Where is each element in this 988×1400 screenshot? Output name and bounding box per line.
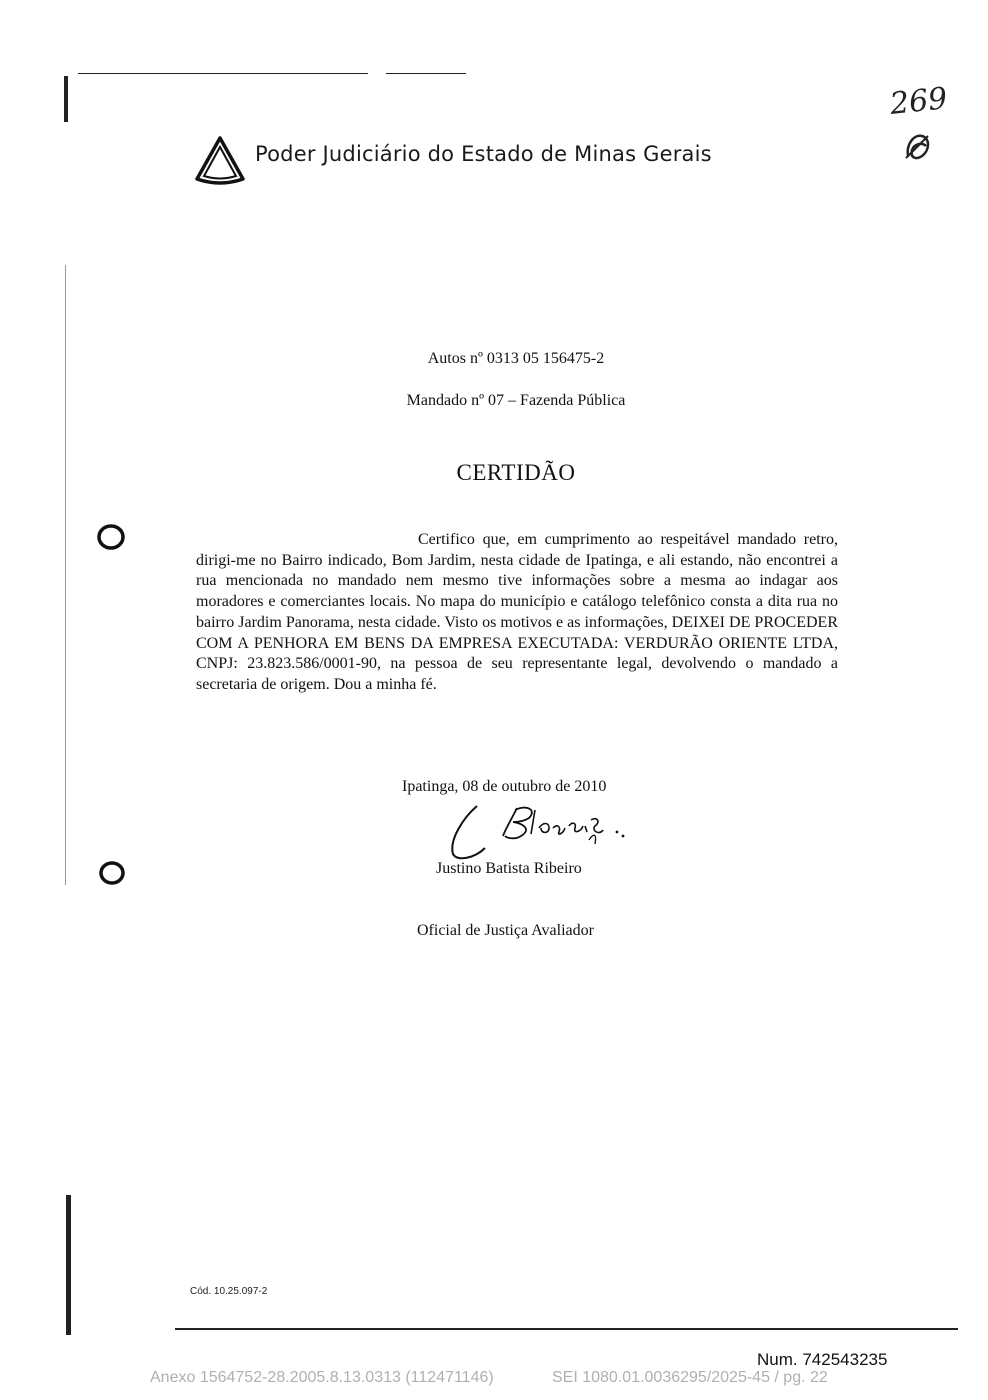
form-code: Cód. 10.25.097-2 [190,1286,268,1297]
annex-reference: Anexo 1564752-28.2005.8.13.0313 (112471146) [150,1369,494,1386]
sei-reference: SEI 1080.01.0036295/2025-45 / pg. 22 [552,1369,828,1386]
handwritten-signature [445,800,635,864]
scan-bottom-rule [175,1328,958,1330]
institution-title: Poder Judiciário do Estado de Minas Gerais [255,142,712,166]
scan-top-rule [386,73,466,74]
place-date: Ipatinga, 08 de outubro de 2010 [402,778,607,795]
warrant-number: Mandado nº 07 – Fazenda Pública [406,392,626,409]
scan-left-margin-bar [66,1195,71,1335]
punch-hole-icon [96,856,128,888]
signer-role: Oficial de Justiça Avaliador [417,922,594,939]
scan-left-margin-bar [64,76,68,122]
scan-top-rule [78,73,368,74]
document-num-stamp: Num. 742543235 [757,1350,888,1369]
punch-hole-icon [95,521,127,553]
initials-mark-icon [900,128,936,164]
page-number-stamp: 269 [888,81,949,122]
certificate-body: Certifico que, em cumprimento ao respeitável mandado retro, dirigi-me no Bairro indicado, Bom Jardim, nesta cidade de Ipatinga, e ali estando, não encontrei a rua mencionada no mandado nem mesmo tive informações sobre a mesma ao indagar aos moradores e comerciantes locais. No mapa do município e catálogo telefônico consta a dita rua no bairro Jardim Panorama, nesta cidade. Visto os motivos e as informações, DEIXEI DE PROCEDER COM A PENHORA EM BENS DA EMPRESA EXECUTADA: VERDURÃO ORIENTE LTDA, CNPJ: 23.823.586/0001-90, na pessoa de seu representante legal, devolvendo o mandado a secretaria de origem. Dou a minha fé. [196,531,838,693]
signer-name: Justino Batista Ribeiro [436,860,582,877]
court-emblem-icon [192,133,248,187]
case-number: Autos nº 0313 05 156475-2 [427,350,605,367]
document-title: CERTIDÃO [456,460,576,485]
